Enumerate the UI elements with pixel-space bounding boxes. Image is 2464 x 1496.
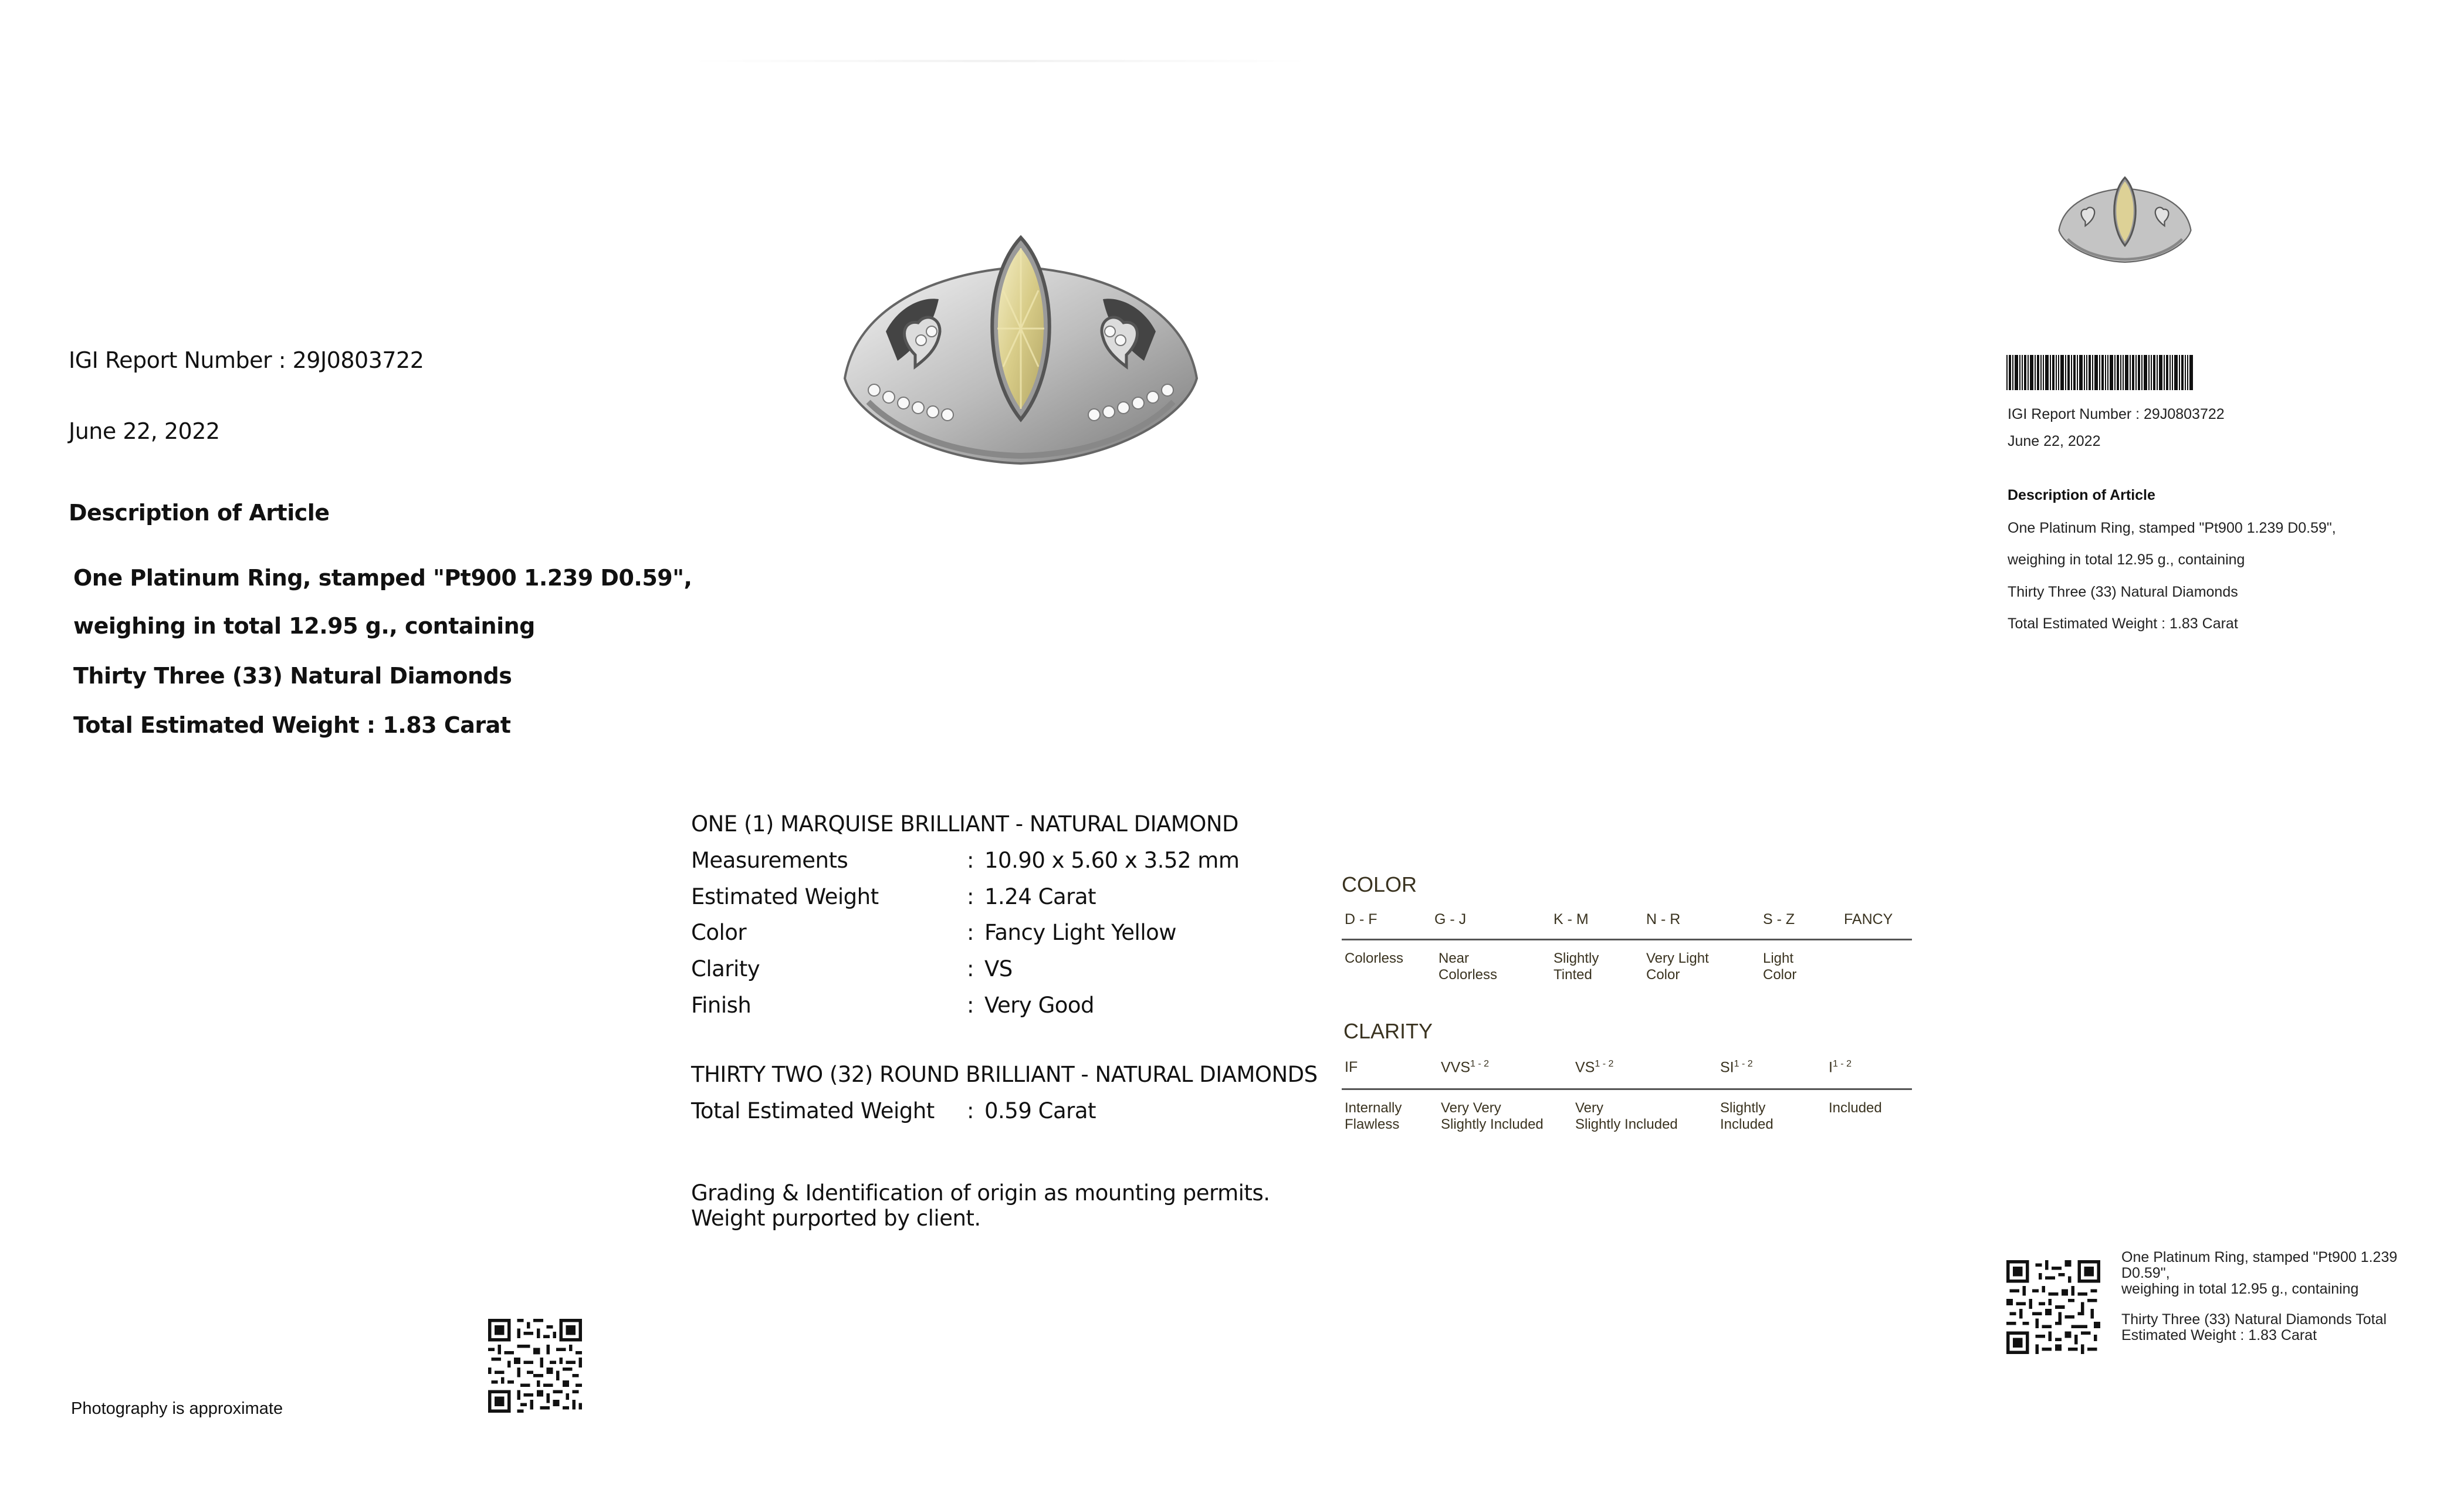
detail-label: Total Estimated Weight — [691, 1098, 935, 1123]
qr-note-block-1 — [2121, 1250, 2426, 1297]
summary-date: June 22, 2022 — [2008, 433, 2101, 449]
clarity-grade: VS$^{1 - 2}$ — [1575, 1059, 1614, 1076]
description-line-1: One Platinum Ring, stamped "Pt900 1.239 D0.59", — [73, 565, 692, 591]
detail-row-weight — [691, 884, 1278, 919]
detail-label: Finish — [691, 993, 752, 1018]
qr-code-left — [488, 1319, 582, 1413]
detail-value: 1.24 Carat — [984, 884, 1096, 909]
detail-separator: : — [967, 993, 974, 1018]
summary-report-number: IGI Report Number : 29J0803722 — [2008, 406, 2225, 422]
color-scale-line — [1342, 939, 1912, 940]
detail-separator: : — [967, 956, 974, 981]
detail-row-measurements — [691, 848, 1278, 883]
detail-separator: : — [967, 1098, 974, 1123]
detail-value: 10.90 x 5.60 x 3.52 mm — [984, 848, 1240, 873]
description-line-2: weighing in total 12.95 g., containing — [73, 613, 535, 639]
detail-label: Clarity — [691, 956, 760, 981]
detail-label: Measurements — [691, 848, 848, 873]
color-grade: K - M — [1553, 911, 1589, 928]
color-grade: D - F — [1345, 911, 1377, 928]
color-grade: S - Z — [1763, 911, 1795, 928]
clarity-desc: Very Very Slightly Included — [1441, 1100, 1544, 1132]
comment-line-2: Weight purported by client. — [691, 1206, 981, 1231]
color-desc: Slightly Tinted — [1553, 950, 1599, 983]
detail-value: 0.59 Carat — [984, 1098, 1096, 1123]
ring-photo — [833, 226, 1209, 486]
detail-label: Color — [691, 920, 747, 945]
qr-note-line: D0.59", — [2121, 1265, 2170, 1281]
qr-note-line: Thirty Three (33) Natural Diamonds Total — [2121, 1311, 2387, 1328]
qr-note-line: weighing in total 12.95 g., containing — [2121, 1281, 2359, 1297]
main-stone-heading: ONE (1) MARQUISE BRILLIANT - NATURAL DIAMOND — [691, 811, 1239, 837]
color-grade: FANCY — [1844, 911, 1893, 928]
color-desc: Near Colorless — [1439, 950, 1498, 983]
clarity-desc: Very Slightly Included — [1575, 1100, 1678, 1132]
color-desc: Colorless — [1345, 950, 1404, 966]
clarity-grade: IF — [1345, 1059, 1358, 1075]
detail-separator: : — [967, 884, 974, 909]
color-grade: N - R — [1646, 911, 1681, 928]
report-number: IGI Report Number : 29J0803722 — [69, 347, 424, 373]
description-line-4: Total Estimated Weight : 1.83 Carat — [73, 712, 511, 738]
detail-value: Very Good — [984, 993, 1095, 1018]
clarity-scale-line — [1342, 1088, 1912, 1090]
comment-line-1: Grading & Identification of origin as mounting permits. — [691, 1180, 1270, 1206]
description-heading: Description of Article — [69, 500, 330, 526]
clarity-desc: Internally Flawless — [1345, 1100, 1402, 1132]
clarity-desc: Slightly Included — [1720, 1100, 1773, 1132]
detail-value: Fancy Light Yellow — [984, 920, 1177, 945]
summary-line-3: Thirty Three (33) Natural Diamonds — [2008, 584, 2238, 600]
ring-thumbnail — [2055, 170, 2195, 275]
detail-label: Estimated Weight — [691, 884, 879, 909]
detail-row-side-weight — [691, 1098, 1278, 1133]
color-desc: Very Light Color — [1646, 950, 1709, 983]
side-stones-heading: THIRTY TWO (32) ROUND BRILLIANT - NATURAL DIAMONDS — [691, 1062, 1318, 1087]
qr-note-line: Estimated Weight : 1.83 Carat — [2121, 1327, 2317, 1343]
clarity-scale-title: CLARITY — [1343, 1019, 1433, 1043]
summary-line-1: One Platinum Ring, stamped "Pt900 1.239 D0.59", — [2008, 520, 2336, 536]
summary-description-heading: Description of Article — [2008, 487, 2155, 503]
summary-line-4: Total Estimated Weight : 1.83 Carat — [2008, 615, 2238, 632]
color-desc: Light Color — [1763, 950, 1797, 983]
qr-note-block-2 — [2121, 1312, 2426, 1343]
color-scale-title: COLOR — [1342, 872, 1417, 896]
detail-row-finish — [691, 993, 1278, 1028]
clarity-grade: $I^{1 - 2}$ — [1829, 1059, 1852, 1076]
qr-note-line: One Platinum Ring, stamped "Pt900 1.239 — [2121, 1249, 2398, 1265]
detail-row-color — [691, 920, 1278, 955]
color-grade: G - J — [1434, 911, 1467, 928]
top-divider — [692, 60, 1308, 62]
qr-code-right — [2006, 1260, 2100, 1354]
clarity-desc: Included — [1829, 1100, 1882, 1116]
clarity-grade: SI$^{1 - 2}$ — [1720, 1059, 1753, 1076]
summary-line-2: weighing in total 12.95 g., containing — [2008, 551, 2245, 568]
report-date: June 22, 2022 — [69, 418, 220, 444]
photo-note: Photography is approximate — [71, 1399, 283, 1418]
detail-row-clarity — [691, 956, 1278, 991]
detail-separator: : — [967, 848, 974, 873]
detail-separator: : — [967, 920, 974, 945]
barcode — [2006, 355, 2194, 390]
detail-value: VS — [984, 956, 1013, 981]
description-line-3: Thirty Three (33) Natural Diamonds — [73, 663, 512, 689]
clarity-grade: VVS$^{1 - 2}$ — [1441, 1059, 1490, 1076]
